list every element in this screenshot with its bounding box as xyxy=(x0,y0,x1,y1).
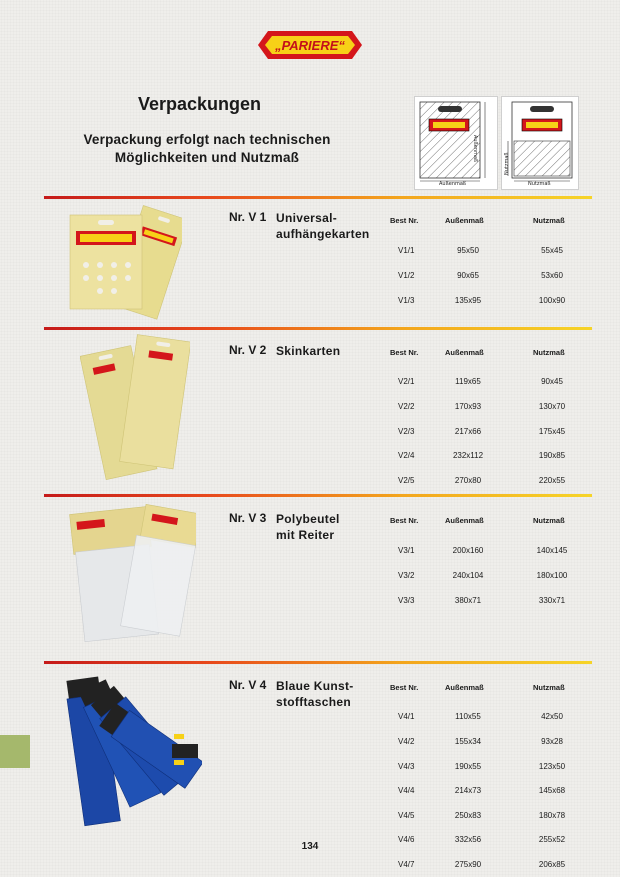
header-use: Nutzmaß xyxy=(533,683,565,692)
table-cell: V3/3 xyxy=(398,595,415,605)
header-outer: Außenmaß xyxy=(445,216,484,225)
table-cell: 145x68 xyxy=(538,786,566,796)
table-cell: V4/6 xyxy=(398,835,415,845)
pariere-logo xyxy=(254,27,366,63)
section-divider xyxy=(44,494,592,497)
table-cell: V4/2 xyxy=(398,737,415,746)
table-cell: 180x78 xyxy=(538,810,566,820)
section-divider xyxy=(44,661,592,664)
section-v4-name xyxy=(276,678,354,710)
header-best-nr: Best Nr. xyxy=(390,216,419,225)
table-cell: 170x93 xyxy=(454,402,482,411)
section-divider xyxy=(44,196,592,199)
table-cell: 93x28 xyxy=(541,737,563,746)
section-v1-number: Nr. V 1 xyxy=(229,210,267,224)
subtitle-line-2: Möglichkeiten und Nutzmaß xyxy=(114,150,300,165)
table-cell: 220x55 xyxy=(538,475,566,485)
table-cell: 100x90 xyxy=(538,295,566,305)
header-use: Nutzmaß xyxy=(533,348,565,357)
section-v4-name-line-1: Blaue Kunst- xyxy=(276,679,354,693)
subtitle-line-1: Verpackung erfolgt nach technischen xyxy=(83,132,331,147)
table-cell: 90x45 xyxy=(541,377,563,387)
table-cell: V2/5 xyxy=(398,475,415,485)
product-image-skin-cards xyxy=(80,333,190,488)
section-v3-name xyxy=(276,511,340,543)
table-cell: V2/1 xyxy=(398,377,415,387)
table-cell: 130x70 xyxy=(538,402,566,411)
v2-outer-column xyxy=(446,362,490,493)
table-cell: V2/3 xyxy=(398,426,415,436)
table-cell: 214x73 xyxy=(454,786,482,796)
header-outer: Außenmaß xyxy=(445,683,484,692)
header-best-nr: Best Nr. xyxy=(390,516,419,525)
v3-best-column xyxy=(398,531,422,613)
diagram-use-label-vertical: Nutzmaß xyxy=(504,152,510,175)
table-cell: 95x50 xyxy=(457,246,479,256)
table-cell: 217x66 xyxy=(454,426,482,436)
v1-use-column xyxy=(532,231,572,313)
header-best-nr: Best Nr. xyxy=(390,348,419,357)
section-v2-number: Nr. V 2 xyxy=(229,343,267,357)
table-cell: 90x65 xyxy=(457,271,479,280)
table-cell: 53x60 xyxy=(541,271,563,280)
page-subtitle xyxy=(62,131,352,167)
table-cell: V4/1 xyxy=(398,712,415,722)
table-cell: V4/3 xyxy=(398,761,415,771)
table-cell: V4/7 xyxy=(398,859,415,869)
v2-use-column xyxy=(532,362,572,493)
page-number: 134 xyxy=(301,841,319,852)
table-cell: V3/1 xyxy=(398,546,415,556)
section-v1-name-line-2: aufhängekarten xyxy=(276,227,370,241)
product-image-poly-bags xyxy=(66,503,196,648)
v3-outer-column xyxy=(446,531,490,613)
measurement-diagram-card xyxy=(414,96,498,190)
product-image-blue-bags xyxy=(62,668,202,843)
table-cell: 270x80 xyxy=(454,475,482,485)
table-cell: 232x112 xyxy=(452,451,484,461)
table-cell: V3/2 xyxy=(398,571,415,580)
section-divider xyxy=(44,327,592,330)
section-v1-name-line-1: Universal- xyxy=(276,211,338,225)
header-use: Nutzmaß xyxy=(533,216,565,225)
table-cell: V1/1 xyxy=(398,246,415,256)
table-cell: 250x83 xyxy=(454,810,482,820)
table-cell: 255x52 xyxy=(538,835,566,845)
table-cell: 190x85 xyxy=(538,451,566,461)
product-image-hang-cards xyxy=(62,203,182,326)
section-v2-name-line-1: Skinkarten xyxy=(276,344,341,358)
table-cell: 240x104 xyxy=(452,571,484,580)
section-v4-name-line-2: stofftaschen xyxy=(276,695,351,709)
header-best-nr: Best Nr. xyxy=(390,683,419,692)
v1-best-column xyxy=(398,231,422,313)
table-cell: 180x100 xyxy=(536,571,568,580)
table-cell: 206x85 xyxy=(538,859,566,869)
table-cell: 110x55 xyxy=(455,712,481,722)
table-cell: 332x56 xyxy=(454,835,482,845)
table-cell: 123x50 xyxy=(538,761,566,771)
header-outer: Außenmaß xyxy=(445,348,484,357)
section-v1-name xyxy=(276,210,370,242)
table-cell: 275x90 xyxy=(454,859,482,869)
table-cell: 42x50 xyxy=(541,712,563,722)
table-cell: 135x95 xyxy=(454,295,482,305)
table-cell: 200x160 xyxy=(452,546,484,556)
table-cell: 380x71 xyxy=(454,595,482,605)
section-v3-number: Nr. V 3 xyxy=(229,511,267,525)
table-cell: 155x34 xyxy=(454,737,482,746)
diagram-use-label: Nutzmaß xyxy=(528,181,551,187)
table-cell: 140x145 xyxy=(536,546,568,556)
table-cell: 119x65 xyxy=(455,377,481,387)
table-cell: V1/2 xyxy=(398,271,415,280)
section-v2-name xyxy=(276,343,340,359)
table-cell: V2/4 xyxy=(398,451,415,461)
header-outer: Außenmaß xyxy=(445,516,484,525)
page-title: Verpackungen xyxy=(138,94,262,114)
table-cell: V4/5 xyxy=(398,810,415,820)
table-cell: V4/4 xyxy=(398,786,415,796)
table-cell: V1/3 xyxy=(398,295,415,305)
measurement-diagram-skin xyxy=(501,96,579,190)
table-cell: V2/2 xyxy=(398,402,415,411)
table-cell: 175x45 xyxy=(538,426,566,436)
section-v3-name-line-1: Polybeutel xyxy=(276,512,340,526)
v1-outer-column xyxy=(446,231,490,313)
diagram-outer-label: Außenmaß xyxy=(439,181,467,187)
section-v3-name-line-2: mit Reiter xyxy=(276,528,335,542)
table-cell: 330x71 xyxy=(538,595,566,605)
table-cell: 55x45 xyxy=(541,246,563,256)
header-use: Nutzmaß xyxy=(533,516,565,525)
side-tab-marker xyxy=(0,735,30,768)
v2-best-column xyxy=(398,362,422,493)
logo-text: „PARIERE“ xyxy=(275,38,345,53)
section-v4-number: Nr. V 4 xyxy=(229,678,267,692)
diagram-outer-label-vertical: Außenmaß xyxy=(472,135,478,163)
v3-use-column xyxy=(532,531,572,613)
table-cell: 190x55 xyxy=(454,761,482,771)
